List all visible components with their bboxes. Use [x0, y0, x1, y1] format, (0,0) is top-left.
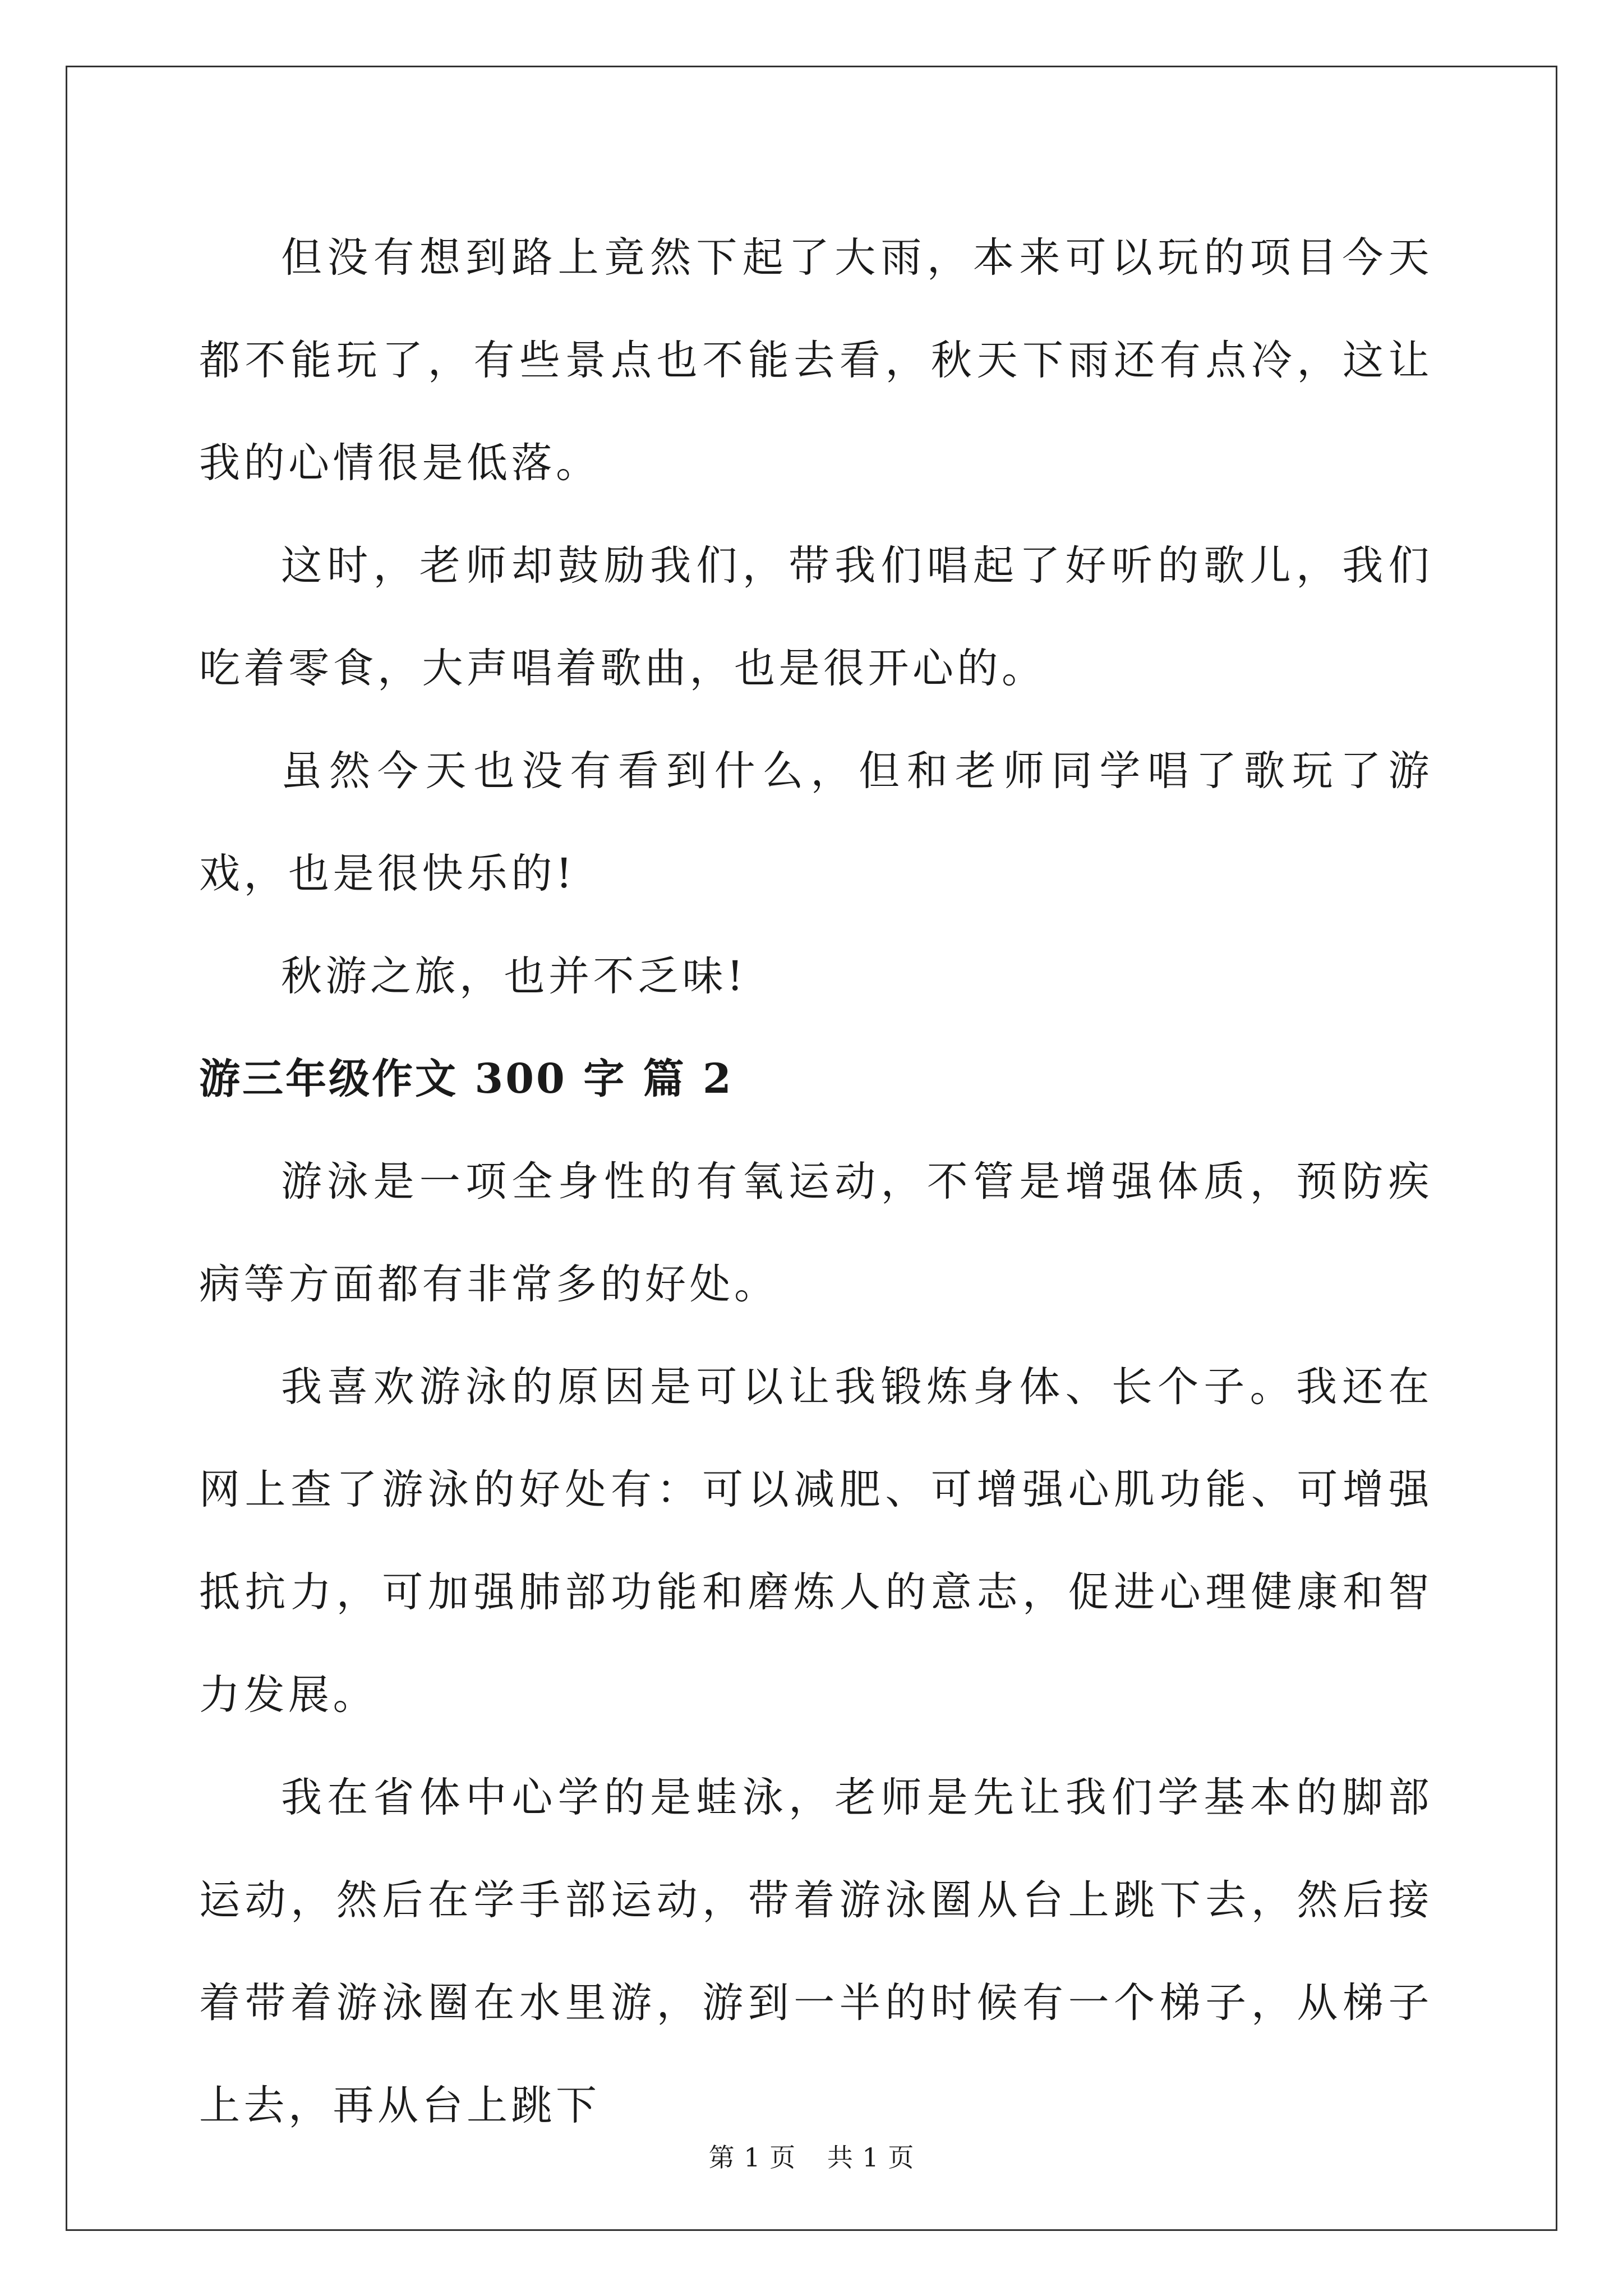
section-heading: 游三年级作文 300 字 篇 2 — [199, 1055, 734, 1103]
paragraph: 我在省体中心学的是蛙泳，老师是先让我们学基本的脚部运动，然后在学手部运动，带着游泳圈从台上跳下去，然后接着带着游泳圈在水里游，游到一半的时候有一个梯子，从梯子上去，再从台上跳下 — [199, 1774, 1433, 2129]
document-body — [199, 206, 1433, 2157]
page-footer — [0, 2137, 1623, 2174]
page-total: 共 1 页 — [827, 2142, 915, 2173]
paragraph: 这时，老师却鼓励我们，带我们唱起了好听的歌儿，我们吃着零食，大声唱着歌曲，也是很开心的。 — [199, 542, 1433, 692]
paragraph: 秋游之旅，也并不乏味! — [281, 953, 747, 1000]
paragraph: 游泳是一项全身性的有氧运动，不管是增强体质，预防疾病等方面都有非常多的好处。 — [199, 1158, 1433, 1308]
paragraph: 虽然今天也没有看到什么，但和老师同学唱了歌玩了游戏，也是很快乐的! — [199, 747, 1433, 898]
paragraph: 但没有想到路上竟然下起了大雨，本来可以玩的项目今天都不能玩了，有些景点也不能去看，秋天下雨还有点冷，这让我的心情很是低落。 — [199, 234, 1433, 487]
page-number: 第 1 页 — [708, 2142, 796, 2173]
paragraph: 我喜欢游泳的原因是可以让我锻炼身体、长个子。我还在网上查了游泳的好处有：可以减肥、可增强心肌功能、可增强抵抗力，可加强肺部功能和磨炼人的意志，促进心理健康和智力发展。 — [199, 1363, 1433, 1719]
